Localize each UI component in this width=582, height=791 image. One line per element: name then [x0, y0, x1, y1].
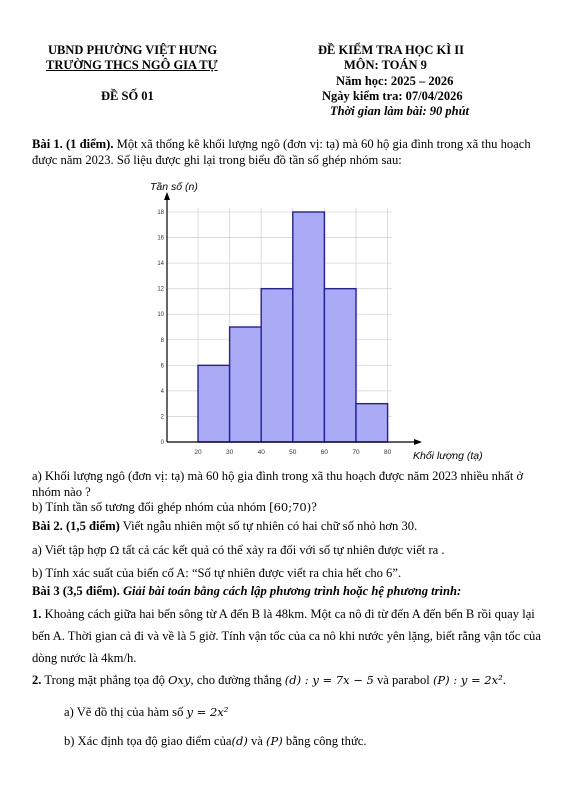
y-tick-label: 2 — [160, 414, 164, 421]
bai3-qa-text: a) Vẽ đồ thị của hàm số — [64, 705, 187, 719]
x-tick-label: 40 — [257, 449, 265, 456]
bai3-intro — [32, 583, 554, 599]
bai3-p1-line2: bến A. Thời gian cả đi và về là 5 giờ. Tính vận tốc của ca nô khi nước yên lặng, biết rằng vận tốc của — [32, 629, 541, 643]
histogram-bar — [198, 365, 230, 442]
school-name: TRƯỜNG THCS NGÔ GIA TỰ — [46, 58, 218, 72]
histogram-bar — [230, 327, 262, 442]
bai3-p2-b: , cho đường thẳng — [190, 673, 285, 687]
bai3-qb-mid: và — [247, 734, 267, 748]
bai1-qb-math: [60;70) — [269, 500, 312, 514]
x-tick-label: 30 — [225, 449, 234, 456]
exam-date: Ngày kiểm tra: 07/04/2026 — [322, 89, 463, 103]
bai3-question-b — [64, 733, 544, 749]
bai2-question-b: b) Tính xác suất của biến cố A: “Số tự nhiên được viết ra chia hết cho 6”. — [32, 566, 402, 580]
x-tick-label: 80 — [383, 449, 392, 456]
bai3-p2-c: và parabol — [373, 673, 433, 687]
bai3-qb-m2: (P) — [266, 734, 283, 748]
histogram-bar — [356, 404, 388, 442]
bai2-intro-text: Viết ngẫu nhiên một số tự nhiên có hai chữ số nhỏ hơn 30. — [119, 519, 418, 533]
bai2-label: Bài 2. (1,5 điểm) — [32, 519, 120, 533]
bai2-qa-pre: a) Viết tập hợp — [32, 543, 110, 557]
bai3-p2-m2: (d) : y = 7x − 5 — [284, 673, 374, 687]
histogram-bar — [324, 289, 356, 442]
bai1-question-b — [32, 499, 554, 515]
bai3-p2-num: 2. — [32, 673, 42, 687]
bai1-intro-line2: được năm 2023. Số liệu được ghi lại trong biểu đồ tần số ghép nhóm sau: — [32, 153, 402, 167]
bai3-p1-line1: Khoảng cách giữa hai bến sông từ A đến B là 48km. Một ca nô đi từ đến A đến bến B rồi quay lại — [41, 607, 535, 621]
x-tick-label: 50 — [289, 449, 297, 456]
y-tick-label: 8 — [160, 337, 164, 344]
y-tick-label: 18 — [157, 210, 164, 216]
bai3-problem-1 — [32, 603, 554, 669]
bai3-title: Giải bài toán bằng cách lập phương trình hoặc hệ phương trình: — [119, 584, 462, 598]
subject: MÔN: TOÁN 9 — [344, 58, 427, 72]
x-tick-label: 70 — [352, 449, 360, 456]
bai3-question-a — [64, 704, 544, 720]
y-tick-label: 6 — [160, 363, 164, 370]
y-tick-label: 16 — [157, 235, 164, 242]
x-tick-label: 60 — [320, 449, 329, 456]
x-tick-label: 20 — [194, 449, 202, 456]
bai1-label: Bài 1. (1 điểm). — [32, 137, 114, 151]
histogram-bar — [261, 289, 293, 442]
bai3-p2-m1: Oxy — [168, 673, 191, 687]
y-tick-label: 4 — [160, 388, 164, 395]
bai1-question-a — [32, 468, 554, 500]
bai1-qa-line2: nhóm nào ? — [32, 485, 91, 499]
y-tick-label: 14 — [157, 261, 164, 268]
bai2-question-a — [32, 542, 554, 558]
bai3-qa-math: y = 2x² — [186, 705, 229, 719]
bai3-problem-2 — [32, 672, 554, 688]
bai3-p1-num: 1. — [32, 607, 42, 621]
exam-title: ĐỀ KIỂM TRA HỌC KÌ II — [318, 43, 464, 57]
bai3-qb-end: bằng công thức. — [282, 734, 367, 748]
bai2-qa-math: Ω — [109, 543, 120, 557]
y-axis-arrow — [164, 192, 170, 200]
y-tick-label: 10 — [157, 312, 164, 319]
y-axis-label: Tần số (n) — [150, 181, 198, 193]
bai3-p2-a: Trong mặt phẳng tọa độ — [41, 673, 169, 687]
bai1-qb-end: ? — [311, 500, 317, 514]
bai2-qa-post: tất cả các kết quả có thể xảy ra đối với số tự nhiên được viết ra . — [119, 543, 445, 557]
bai2-intro — [32, 518, 554, 534]
x-axis-arrow — [414, 439, 422, 445]
bai1-qb-text: b) Tính tần số tương đối ghép nhóm của nhóm — [32, 500, 270, 514]
department-name: UBND PHƯỜNG VIỆT HƯNG — [48, 43, 218, 57]
bai3-p1-line3: dòng nước là 4km/h. — [32, 651, 137, 665]
duration: Thời gian làm bài: 90 phút — [330, 104, 470, 118]
school-year: Năm học: 2025 – 2026 — [336, 74, 454, 88]
bai3-p2-d: . — [502, 673, 506, 687]
histogram-bar — [293, 212, 325, 442]
y-tick-label: 12 — [157, 286, 164, 293]
bai3-qb-text: b) Xác định tọa độ giao điểm của — [64, 734, 232, 748]
exam-code: ĐỀ SỐ 01 — [101, 89, 154, 103]
bai1-intro-line1: Một xã thống kê khối lượng ngô (đơn vị: tạ) mà 60 hộ gia đình trong xã thu hoạch — [113, 137, 531, 151]
x-axis-label: Khối lượng (tạ) — [413, 450, 483, 462]
bai3-qb-m1: (d) — [231, 734, 248, 748]
y-tick-label: 0 — [160, 440, 164, 446]
bai1-qa-line1: a) Khối lượng ngô (đơn vị: tạ) mà 60 hộ gia đình trong xã thu hoạch được năm 2023 nhiều nhất ở — [32, 469, 524, 483]
bai3-p2-m3: (P) : y = 2x² — [432, 673, 503, 687]
bai3-label: Bài 3 (3,5 điểm). — [32, 584, 120, 598]
